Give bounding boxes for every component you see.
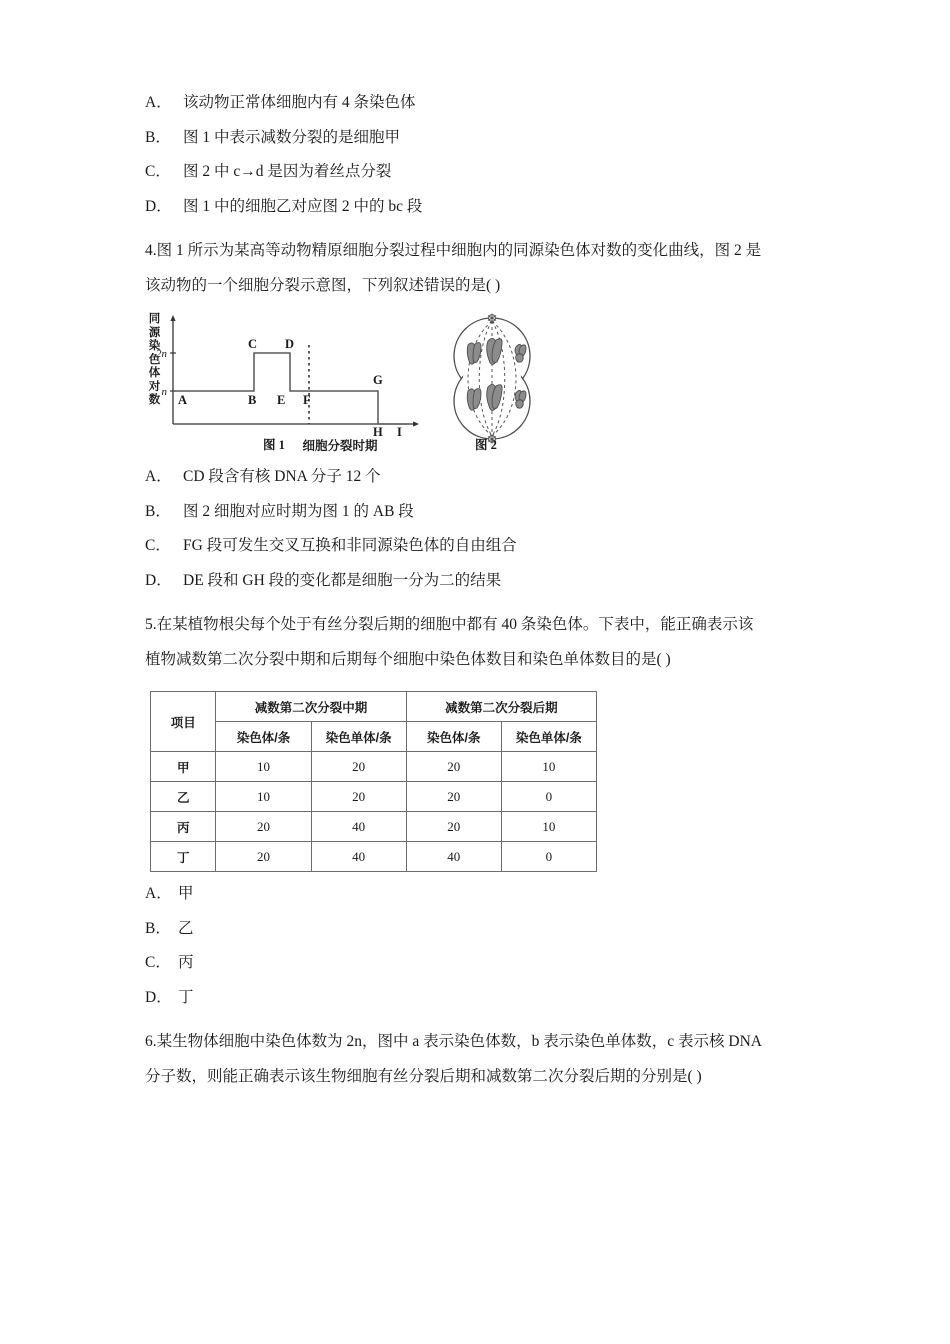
table-head xyxy=(151,692,597,752)
table-sub-header-1: 染色体/条 xyxy=(216,722,311,752)
table-cell: 10 xyxy=(501,752,596,782)
q5-data-table xyxy=(150,691,597,872)
q3-option-b[interactable] xyxy=(145,130,825,146)
q4-option-b[interactable] xyxy=(145,504,825,520)
svg-text:A: A xyxy=(178,393,188,407)
q3-option-d[interactable] xyxy=(145,199,825,215)
table-cell: 20 xyxy=(216,842,311,872)
svg-text:I: I xyxy=(397,425,402,439)
q4-option-a-label: A． xyxy=(145,468,172,485)
q5-option-a-label: A． xyxy=(145,885,172,902)
table-row xyxy=(151,842,597,872)
table-cell: 20 xyxy=(406,752,501,782)
table-cell: 40 xyxy=(311,812,406,842)
q5-option-c-text: 丙 xyxy=(178,954,194,971)
table-cell: 20 xyxy=(216,812,311,842)
q5-option-c-label: C． xyxy=(145,954,171,971)
q5-option-a-text: 甲 xyxy=(178,885,194,902)
q4-option-d-label: D． xyxy=(145,571,172,589)
table-group-header-1: 减数第二次分裂中期 xyxy=(216,692,406,722)
table-cell: 10 xyxy=(216,752,311,782)
cell-figure-2-caption: 图 2 xyxy=(475,438,497,452)
table-header-row-1 xyxy=(151,692,597,722)
chart-figure-1-caption: 图 1 xyxy=(263,438,285,452)
table-row xyxy=(151,812,597,842)
q3-option-c[interactable] xyxy=(145,164,825,180)
table-sub-header-2: 染色单体/条 xyxy=(311,722,406,752)
svg-text:n: n xyxy=(161,386,167,398)
table-cell: 10 xyxy=(216,782,311,812)
q5-option-a[interactable] xyxy=(145,886,825,902)
q5-option-c[interactable] xyxy=(145,955,825,971)
table-row-label: 丙 xyxy=(151,812,216,842)
q4-option-a[interactable] xyxy=(145,469,825,485)
table-cell: 0 xyxy=(501,842,596,872)
chart-svg xyxy=(145,309,435,459)
svg-text:E: E xyxy=(277,393,286,407)
q3-option-a-label: A． xyxy=(145,94,172,111)
q3-option-a[interactable] xyxy=(145,95,825,111)
q4-option-b-text: 图 2 细胞对应时期为图 1 的 AB 段 xyxy=(183,502,414,520)
q3-option-c-label: C． xyxy=(145,163,171,180)
table-cell: 0 xyxy=(501,782,596,812)
q4-stem-line1: 4.图 1 所示为某高等动物精原细胞分裂过程中细胞内的同源染色体对数的变化曲线，图 2 是 xyxy=(145,242,762,259)
table-sub-header-3: 染色体/条 xyxy=(406,722,501,752)
svg-text:B: B xyxy=(248,393,257,407)
table-cell: 20 xyxy=(311,752,406,782)
table-cell: 20 xyxy=(311,782,406,812)
q4-option-c-text: FG 段可发生交叉互换和非同源染色体的自由组合 xyxy=(183,537,517,554)
table-row-label: 乙 xyxy=(151,782,216,812)
table-header-item: 项目 xyxy=(151,692,216,752)
chart-y-axis-label: 同源染色体对数 xyxy=(148,313,161,406)
q4-option-c[interactable] xyxy=(145,538,825,554)
q4-option-c-label: C． xyxy=(145,537,171,554)
table-header-row-2 xyxy=(151,722,597,752)
q6-stem-line2: 分子数，则能正确表示该生物细胞有丝分裂后期和减数第二次分裂后期的分别是( ) xyxy=(145,1068,702,1085)
q3-option-a-text: 该动物正常体细胞内有 4 条染色体 xyxy=(183,94,416,111)
q5-table-wrapper xyxy=(145,691,825,872)
q5-stem xyxy=(145,607,825,677)
table-row-label: 甲 xyxy=(151,752,216,782)
q4-option-a-text: CD 段含有核 DNA 分子 12 个 xyxy=(183,468,381,485)
q5-stem-line2: 植物减数第二次分裂中期和后期每个细胞中染色体数目和染色单体数目的是( ) xyxy=(145,651,671,668)
table-group-header-2: 减数第二次分裂后期 xyxy=(406,692,596,722)
q6-stem xyxy=(145,1024,825,1094)
table-sub-header-4: 染色单体/条 xyxy=(501,722,596,752)
svg-text:H: H xyxy=(373,425,383,439)
q4-option-b-label: B． xyxy=(145,502,171,520)
q5-option-b[interactable] xyxy=(145,921,825,937)
svg-text:D: D xyxy=(285,337,295,351)
svg-text:G: G xyxy=(373,373,383,387)
table-row-label: 丁 xyxy=(151,842,216,872)
table-row xyxy=(151,752,597,782)
table-cell: 20 xyxy=(406,812,501,842)
q6-stem-line1: 6.某生物体细胞中染色体数为 2n，图中 a 表示染色体数，b 表示染色单体数，c 表示核 DNA xyxy=(145,1033,762,1050)
q3-option-b-text: 图 1 中表示减数分裂的是细胞甲 xyxy=(183,128,401,146)
q3-option-d-text: 图 1 中的细胞乙对应图 2 中的 bc 段 xyxy=(183,197,423,215)
q4-stem xyxy=(145,233,825,303)
q3-option-d-label: D． xyxy=(145,197,172,215)
table-cell: 40 xyxy=(406,842,501,872)
q5-option-d-text: 丁 xyxy=(178,988,194,1006)
svg-text:2n: 2n xyxy=(156,348,167,360)
q4-option-d-text: DE 段和 GH 段的变化都是细胞一分为二的结果 xyxy=(183,571,502,589)
q5-option-b-text: 乙 xyxy=(178,919,194,937)
cell-division-figure-2 xyxy=(420,309,565,459)
q3-option-b-label: B． xyxy=(145,128,171,146)
q4-stem-line2: 该动物的一个细胞分裂示意图，下列叙述错误的是( ) xyxy=(145,277,501,294)
q5-option-d[interactable] xyxy=(145,990,825,1006)
q4-options-list xyxy=(145,469,825,588)
svg-text:F: F xyxy=(303,393,311,407)
table-cell: 20 xyxy=(406,782,501,812)
table-body xyxy=(151,752,597,872)
document-content xyxy=(145,95,825,1098)
q5-option-b-label: B． xyxy=(145,919,171,937)
table-cell: 10 xyxy=(501,812,596,842)
table-row xyxy=(151,782,597,812)
q4-figures xyxy=(145,309,825,459)
q5-options-list xyxy=(145,886,825,1005)
q4-option-d[interactable] xyxy=(145,573,825,589)
q3-options-list xyxy=(145,95,825,214)
svg-text:C: C xyxy=(248,337,258,351)
table-cell: 40 xyxy=(311,842,406,872)
chart-figure-1 xyxy=(145,309,435,459)
q5-stem-line1: 5.在某植物根尖每个处于有丝分裂后期的细胞中都有 40 条染色体。下表中，能正确表示该 xyxy=(145,616,754,633)
chart-x-axis-label: 细胞分裂时期 xyxy=(302,439,378,453)
q3-option-c-text: 图 2 中 c→d 是因为着丝点分裂 xyxy=(183,163,392,180)
q5-option-d-label: D． xyxy=(145,988,172,1006)
